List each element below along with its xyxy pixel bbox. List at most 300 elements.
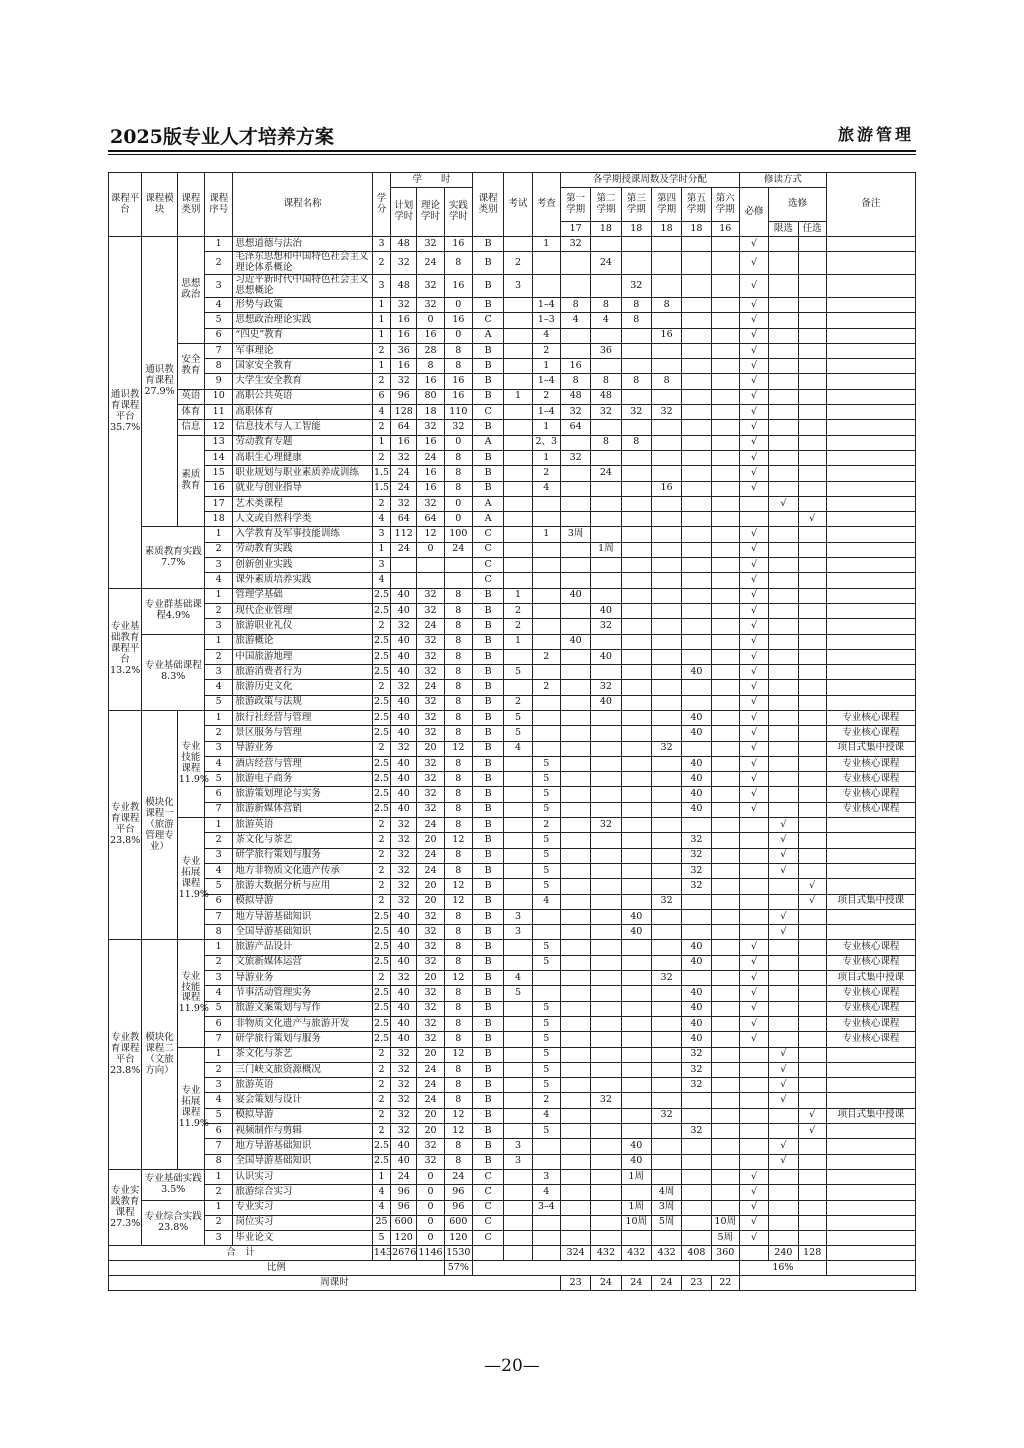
- table-cell: [682, 481, 711, 496]
- th-limited: 限选: [769, 222, 798, 237]
- table-cell: 8: [444, 1154, 472, 1169]
- table-cell: 3: [504, 1139, 532, 1154]
- table-cell: √: [739, 252, 768, 275]
- table-cell: [591, 359, 621, 374]
- weekly-sem: 24: [651, 1276, 681, 1291]
- table-cell: 10周: [711, 1215, 739, 1230]
- table-cell: [711, 1124, 739, 1139]
- table-cell: [682, 1139, 711, 1154]
- table-cell: [504, 313, 532, 328]
- table-cell: [560, 1047, 590, 1062]
- table-cell: 2.5: [372, 603, 390, 618]
- th-credit: 学分: [372, 173, 390, 237]
- table-cell: 8: [444, 619, 472, 634]
- table-cell: 8: [560, 374, 590, 389]
- table-cell: [560, 1215, 590, 1230]
- table-cell: [591, 573, 621, 588]
- table-cell: 2: [372, 848, 390, 863]
- table-cell: [621, 481, 651, 496]
- course-name: 思想道德与法治: [233, 237, 373, 252]
- table-cell: [504, 1185, 532, 1200]
- table-row: [109, 772, 916, 787]
- table-cell: C: [472, 1231, 503, 1246]
- table-cell: [711, 986, 739, 1001]
- table-cell: [711, 297, 739, 312]
- table-cell: [769, 634, 798, 649]
- table-cell: √: [769, 1154, 798, 1169]
- table-cell: 2: [532, 680, 560, 695]
- table-cell: 40: [621, 1154, 651, 1169]
- table-cell: 专业核心课程: [826, 1032, 915, 1047]
- table-cell: 5: [532, 772, 560, 787]
- table-row: [109, 603, 916, 618]
- table-cell: [560, 665, 590, 680]
- table-cell: [826, 275, 915, 298]
- table-cell: [682, 527, 711, 542]
- table-cell: 25: [372, 1215, 390, 1230]
- table-cell: [560, 1124, 590, 1139]
- table-cell: 48: [391, 275, 417, 298]
- table-cell: √: [739, 1231, 768, 1246]
- table-cell: 40: [621, 909, 651, 924]
- table-cell: [591, 512, 621, 527]
- table-cell: √: [739, 297, 768, 312]
- table-cell: [621, 787, 651, 802]
- table-cell: 4: [532, 481, 560, 496]
- course-name: 旅游电子商务: [233, 772, 373, 787]
- table-cell: [826, 343, 915, 358]
- table-cell: [532, 971, 560, 986]
- table-cell: [621, 955, 651, 970]
- table-cell: 5: [205, 695, 233, 710]
- table-cell: [826, 833, 915, 848]
- platform-cell: 专业实践教育课程27.3%: [109, 1169, 142, 1245]
- table-cell: [798, 756, 826, 771]
- table-cell: √: [769, 833, 798, 848]
- course-name: 地方导游基础知识: [233, 1139, 373, 1154]
- table-cell: B: [472, 756, 503, 771]
- table-cell: 4: [205, 986, 233, 1001]
- table-cell: 16: [651, 481, 681, 496]
- table-cell: 4: [372, 1200, 390, 1215]
- table-cell: [769, 986, 798, 1001]
- table-cell: 7: [205, 802, 233, 817]
- total-sem: 432: [591, 1246, 621, 1261]
- table-cell: [532, 603, 560, 618]
- table-cell: [651, 695, 681, 710]
- table-cell: [769, 1231, 798, 1246]
- table-cell: [682, 542, 711, 557]
- table-cell: 3: [372, 558, 390, 573]
- table-cell: [826, 1124, 915, 1139]
- table-cell: [826, 573, 915, 588]
- table-cell: [798, 466, 826, 481]
- weekly-label: 周课时: [109, 1276, 561, 1291]
- plan-title: 2025版专业人才培养方案: [110, 126, 334, 148]
- table-cell: 5: [532, 879, 560, 894]
- table-cell: √: [739, 343, 768, 358]
- table-cell: [504, 450, 532, 465]
- course-name: 形势与政策: [233, 297, 373, 312]
- table-cell: [560, 1185, 590, 1200]
- table-cell: [769, 665, 798, 680]
- table-cell: [826, 665, 915, 680]
- table-cell: 4: [504, 971, 532, 986]
- table-cell: 24: [591, 252, 621, 275]
- table-cell: 8: [444, 1062, 472, 1077]
- table-cell: 32: [391, 252, 417, 275]
- table-row: [109, 297, 916, 312]
- table-cell: √: [739, 1001, 768, 1016]
- table-cell: [826, 588, 915, 603]
- table-cell: 40: [591, 649, 621, 664]
- table-cell: 32: [391, 496, 417, 511]
- table-cell: [769, 328, 798, 343]
- table-cell: B: [472, 359, 503, 374]
- table-cell: A: [472, 328, 503, 343]
- table-cell: 600: [391, 1215, 417, 1230]
- table-cell: 8: [444, 252, 472, 275]
- table-cell: 40: [560, 588, 590, 603]
- total-plan: 2676: [391, 1246, 417, 1261]
- table-cell: [651, 986, 681, 1001]
- table-cell: [798, 558, 826, 573]
- table-cell: 32: [444, 420, 472, 435]
- table-cell: [504, 756, 532, 771]
- table-cell: [826, 527, 915, 542]
- table-cell: [769, 619, 798, 634]
- table-cell: 2: [372, 833, 390, 848]
- table-cell: 16: [560, 359, 590, 374]
- table-cell: 5: [504, 986, 532, 1001]
- table-cell: [769, 343, 798, 358]
- table-cell: 1–4: [532, 297, 560, 312]
- table-cell: 32: [417, 1016, 444, 1031]
- table-cell: 40: [560, 634, 590, 649]
- table-cell: [504, 405, 532, 420]
- table-cell: [711, 863, 739, 878]
- table-cell: [739, 909, 768, 924]
- table-cell: 32: [391, 741, 417, 756]
- table-cell: 6: [205, 1016, 233, 1031]
- table-cell: [682, 328, 711, 343]
- table-cell: B: [472, 634, 503, 649]
- table-cell: [769, 1001, 798, 1016]
- table-cell: 64: [391, 420, 417, 435]
- table-cell: 8: [444, 695, 472, 710]
- table-cell: 2.5: [372, 955, 390, 970]
- table-cell: [651, 726, 681, 741]
- table-cell: 专业核心课程: [826, 986, 915, 1001]
- table-cell: [651, 389, 681, 404]
- table-cell: [682, 512, 711, 527]
- table-cell: [798, 1154, 826, 1169]
- table-cell: 8: [444, 1016, 472, 1031]
- table-cell: [769, 527, 798, 542]
- weekly-sem: 22: [711, 1276, 739, 1291]
- table-cell: 5: [504, 665, 532, 680]
- table-cell: 32: [391, 848, 417, 863]
- table-cell: 3: [504, 909, 532, 924]
- table-cell: 8: [444, 802, 472, 817]
- table-cell: 32: [651, 971, 681, 986]
- table-cell: [560, 711, 590, 726]
- course-name: 就业与创业指导: [233, 481, 373, 496]
- total-required: [739, 1246, 768, 1261]
- table-cell: 4: [205, 756, 233, 771]
- table-cell: [591, 1062, 621, 1077]
- table-cell: 32: [417, 665, 444, 680]
- table-cell: 2: [372, 496, 390, 511]
- table-cell: [826, 481, 915, 496]
- th-plan: 计划学时: [391, 188, 417, 237]
- table-cell: [504, 542, 532, 557]
- table-cell: [798, 1062, 826, 1077]
- table-row: [109, 680, 916, 695]
- table-cell: 40: [391, 1016, 417, 1031]
- table-cell: 6: [205, 787, 233, 802]
- table-cell: 3: [205, 1078, 233, 1093]
- table-cell: [504, 772, 532, 787]
- table-cell: [826, 1062, 915, 1077]
- table-cell: [621, 450, 651, 465]
- th-semesters: 各学期授课周数及学时分配: [560, 173, 739, 188]
- table-cell: √: [739, 389, 768, 404]
- table-cell: [798, 450, 826, 465]
- table-cell: [504, 833, 532, 848]
- table-cell: [532, 1231, 560, 1246]
- table-cell: [651, 542, 681, 557]
- table-cell: 32: [391, 1093, 417, 1108]
- table-cell: 16: [444, 237, 472, 252]
- table-cell: [591, 1200, 621, 1215]
- table-cell: [769, 741, 798, 756]
- table-cell: [504, 863, 532, 878]
- course-name: 模拟导游: [233, 894, 373, 909]
- table-cell: [560, 909, 590, 924]
- table-cell: B: [472, 481, 503, 496]
- th-practice: 实践学时: [444, 188, 472, 237]
- table-cell: 16: [444, 374, 472, 389]
- table-cell: [711, 1078, 739, 1093]
- table-cell: [711, 756, 739, 771]
- table-cell: [651, 787, 681, 802]
- table-cell: √: [769, 909, 798, 924]
- table-cell: 12: [444, 1108, 472, 1123]
- course-name: 职业规划与职业素质养成训练: [233, 466, 373, 481]
- table-cell: √: [769, 1062, 798, 1077]
- table-cell: 32: [417, 711, 444, 726]
- table-cell: [682, 297, 711, 312]
- platform-cell: 通识教育课程平台35.7%: [109, 237, 142, 589]
- table-cell: 16: [417, 435, 444, 450]
- table-cell: [651, 573, 681, 588]
- table-cell: 2: [372, 818, 390, 833]
- table-row: [109, 374, 916, 389]
- table-cell: 3: [372, 237, 390, 252]
- course-name: 创新创业实践: [233, 558, 373, 573]
- table-cell: [769, 588, 798, 603]
- th-free: 任选: [798, 222, 826, 237]
- table-row: [109, 726, 916, 741]
- table-cell: [711, 359, 739, 374]
- table-cell: 项目式集中授课: [826, 894, 915, 909]
- table-cell: 3: [205, 619, 233, 634]
- table-cell: 8: [621, 313, 651, 328]
- table-cell: [651, 1001, 681, 1016]
- table-cell: 5: [205, 879, 233, 894]
- table-cell: [798, 313, 826, 328]
- table-cell: [769, 405, 798, 420]
- table-cell: [560, 756, 590, 771]
- table-cell: [532, 726, 560, 741]
- table-cell: [798, 787, 826, 802]
- table-cell: [682, 634, 711, 649]
- course-name: 三门峡文旅资源概况: [233, 1062, 373, 1077]
- course-name: 地方导游基础知识: [233, 909, 373, 924]
- table-cell: 5: [205, 1001, 233, 1016]
- table-row: [109, 450, 916, 465]
- table-cell: [711, 1032, 739, 1047]
- th-category: 课程类别: [177, 173, 204, 237]
- table-cell: 2: [532, 1093, 560, 1108]
- table-cell: [826, 649, 915, 664]
- th-sem-weeks: 18: [591, 222, 621, 237]
- table-cell: 2: [205, 1215, 233, 1230]
- table-cell: [798, 818, 826, 833]
- table-cell: B: [472, 588, 503, 603]
- table-cell: 40: [391, 711, 417, 726]
- table-cell: [711, 1154, 739, 1169]
- table-cell: C: [472, 527, 503, 542]
- table-cell: [532, 909, 560, 924]
- table-row: [109, 1231, 916, 1246]
- course-name: 高职生心理健康: [233, 450, 373, 465]
- table-cell: [504, 1093, 532, 1108]
- table-cell: 4: [532, 328, 560, 343]
- table-cell: 20: [417, 1124, 444, 1139]
- table-cell: 1: [205, 588, 233, 603]
- table-cell: [769, 374, 798, 389]
- table-cell: [504, 1062, 532, 1077]
- table-cell: 40: [391, 955, 417, 970]
- table-cell: [651, 649, 681, 664]
- table-cell: 32: [417, 237, 444, 252]
- table-cell: [504, 818, 532, 833]
- table-cell: [560, 1169, 590, 1184]
- table-cell: [711, 588, 739, 603]
- table-cell: B: [472, 420, 503, 435]
- category-cell: 素质教育: [177, 435, 204, 527]
- course-name: 信息技术与人工智能: [233, 420, 373, 435]
- table-row: [109, 275, 916, 298]
- table-cell: √: [739, 573, 768, 588]
- table-cell: [651, 711, 681, 726]
- table-cell: [682, 1231, 711, 1246]
- table-cell: [798, 359, 826, 374]
- table-cell: [651, 275, 681, 298]
- table-cell: [826, 818, 915, 833]
- table-cell: [826, 542, 915, 557]
- table-cell: [711, 695, 739, 710]
- table-cell: [682, 1108, 711, 1123]
- table-cell: [560, 971, 590, 986]
- table-cell: [711, 848, 739, 863]
- table-cell: 24: [444, 1169, 472, 1184]
- table-cell: [504, 879, 532, 894]
- table-cell: 0: [444, 297, 472, 312]
- th-sem-weeks: 16: [711, 222, 739, 237]
- table-cell: B: [472, 833, 503, 848]
- table-cell: [560, 328, 590, 343]
- table-cell: [504, 420, 532, 435]
- table-cell: [711, 527, 739, 542]
- table-cell: [682, 741, 711, 756]
- module-cell: 通识教育课程27.9%: [142, 237, 177, 527]
- table-cell: 64: [391, 512, 417, 527]
- table-cell: 0: [417, 1169, 444, 1184]
- table-cell: 6: [205, 1124, 233, 1139]
- table-cell: [560, 955, 590, 970]
- major-name: 旅游管理: [837, 125, 914, 144]
- table-cell: 2: [504, 252, 532, 275]
- table-cell: [682, 359, 711, 374]
- table-cell: √: [739, 649, 768, 664]
- table-cell: √: [739, 1185, 768, 1200]
- th-sem: 第四学期: [651, 188, 681, 222]
- table-cell: [739, 1108, 768, 1123]
- table-cell: [798, 986, 826, 1001]
- table-cell: 32: [682, 848, 711, 863]
- course-name: 旅游历史文化: [233, 680, 373, 695]
- table-cell: [711, 925, 739, 940]
- table-cell: 5: [532, 1124, 560, 1139]
- table-cell: 2: [372, 1108, 390, 1123]
- table-cell: 12: [444, 971, 472, 986]
- th-sem: 第五学期: [682, 188, 711, 222]
- table-cell: [560, 1032, 590, 1047]
- platform-cell: 专业教育课程平台23.8%: [109, 711, 142, 940]
- table-cell: [504, 481, 532, 496]
- table-cell: [591, 1139, 621, 1154]
- table-cell: 12: [417, 527, 444, 542]
- table-cell: [532, 1215, 560, 1230]
- table-cell: √: [739, 359, 768, 374]
- table-cell: [504, 1078, 532, 1093]
- table-cell: [621, 726, 651, 741]
- table-cell: B: [472, 925, 503, 940]
- course-name: 入学教育及军事技能训练: [233, 527, 373, 542]
- table-cell: [798, 1200, 826, 1215]
- table-cell: 20: [417, 741, 444, 756]
- table-cell: [560, 496, 590, 511]
- table-cell: 80: [417, 389, 444, 404]
- table-cell: [739, 1154, 768, 1169]
- curriculum-table: [108, 172, 916, 1291]
- table-cell: [739, 879, 768, 894]
- th-sem-weeks: 18: [651, 222, 681, 237]
- table-cell: 5: [504, 726, 532, 741]
- table-cell: [621, 680, 651, 695]
- table-cell: B: [472, 389, 503, 404]
- table-cell: [560, 833, 590, 848]
- table-cell: [651, 1231, 681, 1246]
- table-cell: [739, 496, 768, 511]
- table-cell: 8: [444, 1032, 472, 1047]
- table-cell: 32: [417, 634, 444, 649]
- table-cell: 2: [205, 542, 233, 557]
- table-cell: 4: [372, 1185, 390, 1200]
